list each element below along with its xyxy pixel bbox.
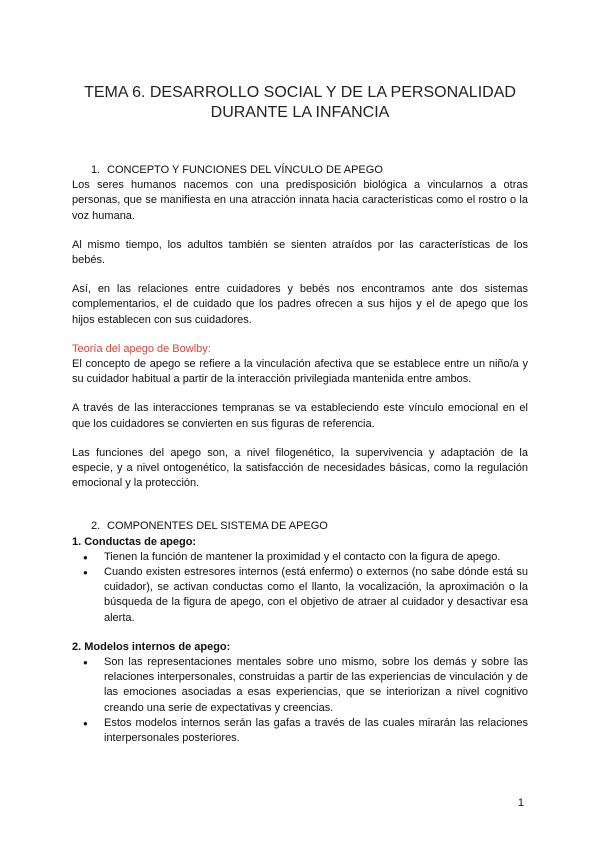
paragraph: Al mismo tiempo, los adultos también se sienten atraídos por las características de los bebés. (72, 238, 528, 267)
list-item: ● Son las representaciones mentales sobre uno mismo, sobre los demás y sobre las relaciones interpersonales, construidas a partir de las experiencias de vinculación y de las emociones asociadas a esas experiencias, que se interiorizan a nivel cognitivo creando una serie de expectativas y creencias. (104, 655, 528, 716)
subheading-modelos: 2. Modelos internos de apego: (72, 640, 231, 653)
list-item: ● Cuando existen estresores internos (está enfermo) o externos (no sabe dónde está su cuidador), se activan conductas como el llanto, la vocalización, la aproximación o la búsqueda de la figura de apego, con el objetivo de atraer al cuidador y desactivar esa alerta. (104, 565, 528, 626)
list-item: ● Estos modelos internos serán las gafas a través de las cuales mirarán las relaciones interpersonales posteriores. (104, 716, 528, 746)
bowlby-theory-label: Teoría del apego de Bowlby: (72, 342, 211, 355)
page-title (60, 83, 540, 123)
paragraph: A través de las interacciones tempranas se va estableciendo este vínculo emocional en el que los cuidadores se convierten en sus figuras de referencia. (72, 402, 528, 430)
bullet-list-modelos (72, 655, 528, 746)
document-body (72, 163, 528, 746)
paragraph: Los seres humanos nacemos con una predisposición biológica a vincularnos a otras personas, que se manifiesta en una atracción innata hacia características como el rostro o la voz humana. (72, 179, 528, 222)
title-line-1: TEMA 6. DESARROLLO SOCIAL Y DE LA PERSONALIDAD (84, 84, 516, 101)
section-2-title: COMPONENTES DEL SISTEMA DE APEGO (107, 520, 328, 533)
section-1-heading (72, 163, 528, 178)
paragraph: El concepto de apego se refiere a la vinculación afectiva que se establece entre un niño/a y su cuidador habitual a partir de la interacción privilegiada mantenida entre ambos. (72, 358, 528, 386)
section-1-number: 1. (91, 164, 101, 176)
section-2-number: 2. (91, 520, 101, 533)
section-2-heading (72, 519, 528, 534)
page-number: 1 (517, 797, 524, 809)
bullet-list-conductas (72, 550, 528, 626)
list-item: ● Tienen la función de mantener la proximidad y el contacto con la figura de apego. (104, 550, 528, 565)
subheading-conductas: 1. Conductas de apego: (72, 535, 197, 548)
section-1-title: CONCEPTO Y FUNCIONES DEL VÍNCULO DE APEGO (107, 164, 383, 176)
title-line-2: DURANTE LA INFANCIA (210, 104, 390, 121)
paragraph: Las funciones del apego son, a nivel filogenético, la supervivencia y adaptación de la especie, y a nivel ontogenético, la satisfacción de necesidades básicas, como la regulación emocional y la protección. (72, 446, 528, 490)
paragraph: Así, en las relaciones entre cuidadores y bebés nos encontramos ante dos sistemas complementarios, el de cuidado que los padres ofrecen a sus hijos y el de apego que los hijos establecen con sus cuidadores. (72, 283, 528, 326)
